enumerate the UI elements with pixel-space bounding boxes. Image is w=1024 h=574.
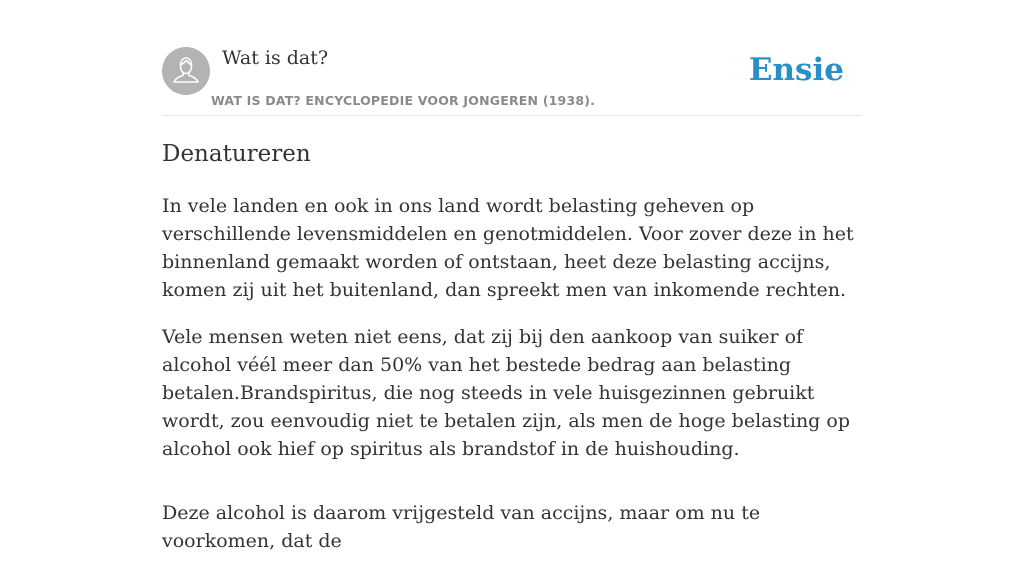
avatar[interactable] [162, 47, 210, 95]
user-icon [162, 47, 210, 95]
paragraph-3: Deze alcohol is daarom vrijgesteld van accijns, maar om nu te voorkomen, dat de [162, 502, 761, 552]
paragraph-2: Vele mensen weten niet eens, dat zij bij den aankoop van suiker of alcohol véél meer dan 50% van het bestede bedrag aan belasting betalen.Brandspiritus, die nog steeds in vele huisgezinnen gebruikt wordt, zou eenvoudig niet te betalen zijn, als men de hoge belasting op alcohol ook hief op spiritus als brandstof in de huishouding. [162, 326, 850, 460]
article-title: Denatureren [162, 141, 311, 167]
paragraph-1: In vele landen en ook in ons land wordt belasting geheven op verschillende levensmiddelen en genotmiddelen. Voor zover deze in het binnenland gemaakt worden of ontstaan, heet deze belasting accijns, komen zij uit het buitenland, dan spreekt men van inkomende rechten. [162, 195, 854, 301]
article-header [162, 0, 862, 116]
author-name[interactable]: Wat is dat? [222, 47, 329, 69]
source-label[interactable]: WAT IS DAT? ENCYCLOPEDIE VOOR JONGEREN (1938). [211, 93, 596, 108]
site-logo[interactable]: Ensie [748, 52, 844, 88]
article-body [162, 192, 862, 574]
page [162, 0, 862, 552]
